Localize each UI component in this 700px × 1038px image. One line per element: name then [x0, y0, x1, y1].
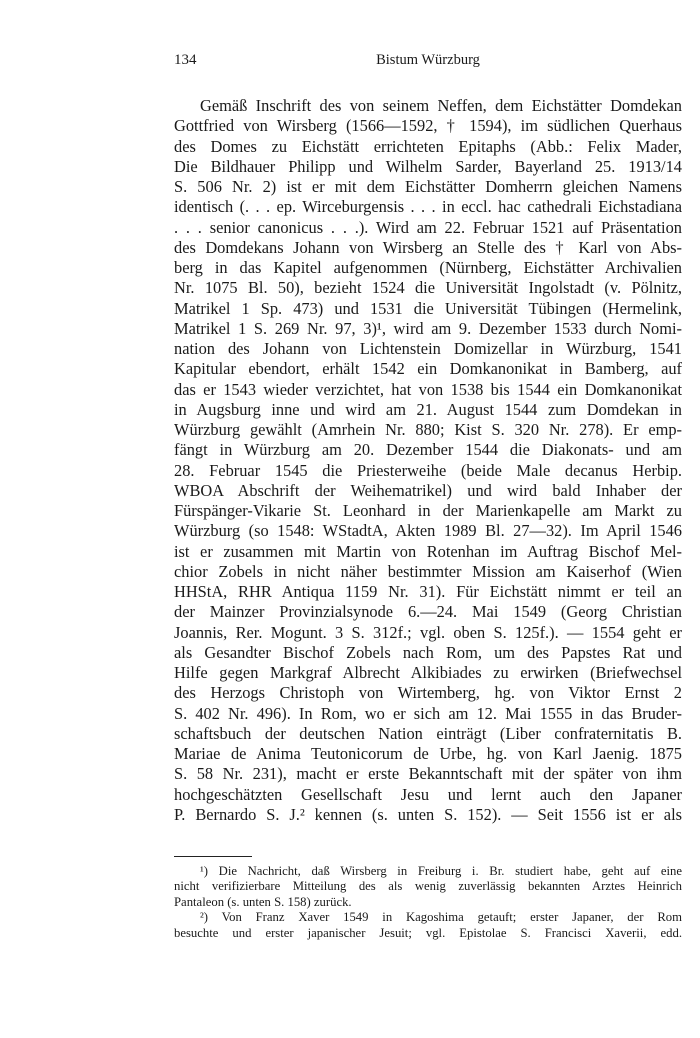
body-line: identisch (. . . ep. Wirceburgensis . . . in eccl. hac cathedrali Eichstadiana [174, 197, 682, 217]
body-line: S. 402 Nr. 496). In Rom, wo er sich am 12. Mai 1555 in das Bruder- [174, 703, 682, 723]
body-line: des Herzogs Christoph von Wirtemberg, hg. von Viktor Ernst 2 [174, 683, 682, 703]
body-line: 28. Februar 1545 die Priesterweihe (beide Male decanus Herbip. [174, 460, 682, 480]
body-text [174, 96, 682, 825]
body-line: der Mainzer Provinzialsynode 6.—24. Mai 1549 (Georg Christian [174, 602, 682, 622]
footnote-divider [174, 856, 252, 857]
body-line: berg in das Kapitel aufgenommen (Nürnberg, Eichstätter Archivalien [174, 258, 682, 277]
body-line: Nr. 1075 Bl. 50), bezieht 1524 die Universität Ingolstadt (v. Pölnitz, [174, 278, 682, 298]
body-line: Hilfe gegen Markgraf Albrecht Alkibiades zu erwirken (Briefwechsel [174, 663, 682, 682]
body-line: des Domes zu Eichstätt errichteten Epitaphs (Abb.: Felix Mader, [174, 136, 682, 156]
footnote-line: nicht verifizierbare Mitteilung des als wenig zuverlässig bekannten Arztes Heinrich [174, 879, 682, 894]
footnote-line: Pantaleon (s. unten S. 158) zurück. [174, 894, 352, 909]
body-line: Kapitular ebendort, erhält 1542 ein Domkanonikat in Bamberg, auf [174, 359, 682, 379]
body-line: als Gesandter Bischof Zobels nach Rom, um des Papstes Rat und [174, 642, 682, 662]
body-line: in Augsburg inne und wird am 21. August 1544 zum Domdekan in [174, 399, 682, 419]
body-line: schaftsbuch der deutschen Nation einträgt (Liber confraternitatis B. [174, 723, 682, 743]
body-line: HHStA, RHR Antiqua 1159 Nr. 31). Für Eichstätt nimmt er teil an [174, 582, 682, 601]
body-line: Gottfried von Wirsberg (1566—1592, † 1594), im südlichen Querhaus [174, 116, 682, 136]
footnotes [174, 864, 682, 941]
body-line: Matrikel 1 S. 269 Nr. 97, 3)¹, wird am 9. Dezember 1533 durch Nomi- [174, 318, 682, 338]
body-line: Würzburg (so 1548: WStadtA, Akten 1989 Bl. 27—32). Im April 1546 [174, 521, 682, 541]
page-number: 134 [174, 52, 197, 68]
body-line: . . . senior canonicus . . .). Wird am 22. Februar 1521 auf Präsentation [174, 217, 682, 237]
body-line: hochgeschätzten Gesellschaft Jesu und lernt auch den Japaner [174, 784, 682, 804]
footnote-line: ²) Von Franz Xaver 1549 in Kagoshima getauft; erster Japaner, der Rom [200, 910, 682, 925]
body-line: fängt in Würzburg am 20. Dezember 1544 die Diakonats- und am [174, 440, 682, 460]
body-line: Würzburg gewählt (Amrhein Nr. 880; Kist S. 320 Nr. 278). Er emp- [174, 420, 682, 439]
body-line: Joannis, Rer. Mogunt. 3 S. 312f.; vgl. oben S. 125f.). — 1554 geht er [174, 622, 682, 642]
body-line: ist er zusammen mit Martin von Rotenhan im Auftrag Bischof Mel- [174, 541, 682, 561]
body-line: S. 506 Nr. 2) ist er mit dem Eichstätter Domherrn gleichen Namens [174, 177, 682, 196]
body-line: das er 1543 wieder verzichtet, hat von 1538 bis 1544 ein Domkanonikat [174, 379, 682, 399]
body-line: Gemäß Inschrift des von seinem Neffen, dem Eichstätter Domdekan [200, 96, 682, 115]
page-header [174, 52, 682, 70]
body-line: Matrikel 1 Sp. 473) und 1531 die Universität Tübingen (Hermelink, [174, 298, 682, 318]
body-line: Die Bildhauer Philipp und Wilhelm Sarder, Bayerland 25. 1913/14 [174, 156, 682, 176]
body-line: Mariae de Anima Teutonicorum de Urbe, hg. von Karl Jaenig. 1875 [174, 744, 682, 763]
body-line: nation des Johann von Lichtenstein Domizellar in Würzburg, 1541 [174, 339, 682, 358]
body-line: P. Bernardo S. J.² kennen (s. unten S. 152). — Seit 1556 ist er als [174, 804, 682, 824]
body-line: des Domdekans Johann von Wirsberg an Stelle des † Karl von Abs- [174, 237, 682, 257]
footnote-line: ¹) Die Nachricht, daß Wirsberg in Freiburg i. Br. studiert habe, geht auf eine [200, 864, 682, 878]
body-line: S. 58 Nr. 231), macht er erste Bekanntschaft mit der später von ihm [174, 764, 682, 784]
footnote-line: besuchte und erster japanischer Jesuit; vgl. Epistolae S. Francisci Xaverii, edd. [174, 925, 682, 940]
running-title: Bistum Würzburg [376, 52, 480, 68]
body-line: Fürspänger-Vikarie St. Leonhard in der Marienkapelle am Markt zu [174, 501, 682, 520]
body-line: chior Zobels in nicht näher bestimmter Mission am Kaiserhof (Wien [174, 561, 682, 581]
body-line: WBOA Abschrift der Weihematrikel) und wird bald Inhaber der [174, 480, 682, 500]
